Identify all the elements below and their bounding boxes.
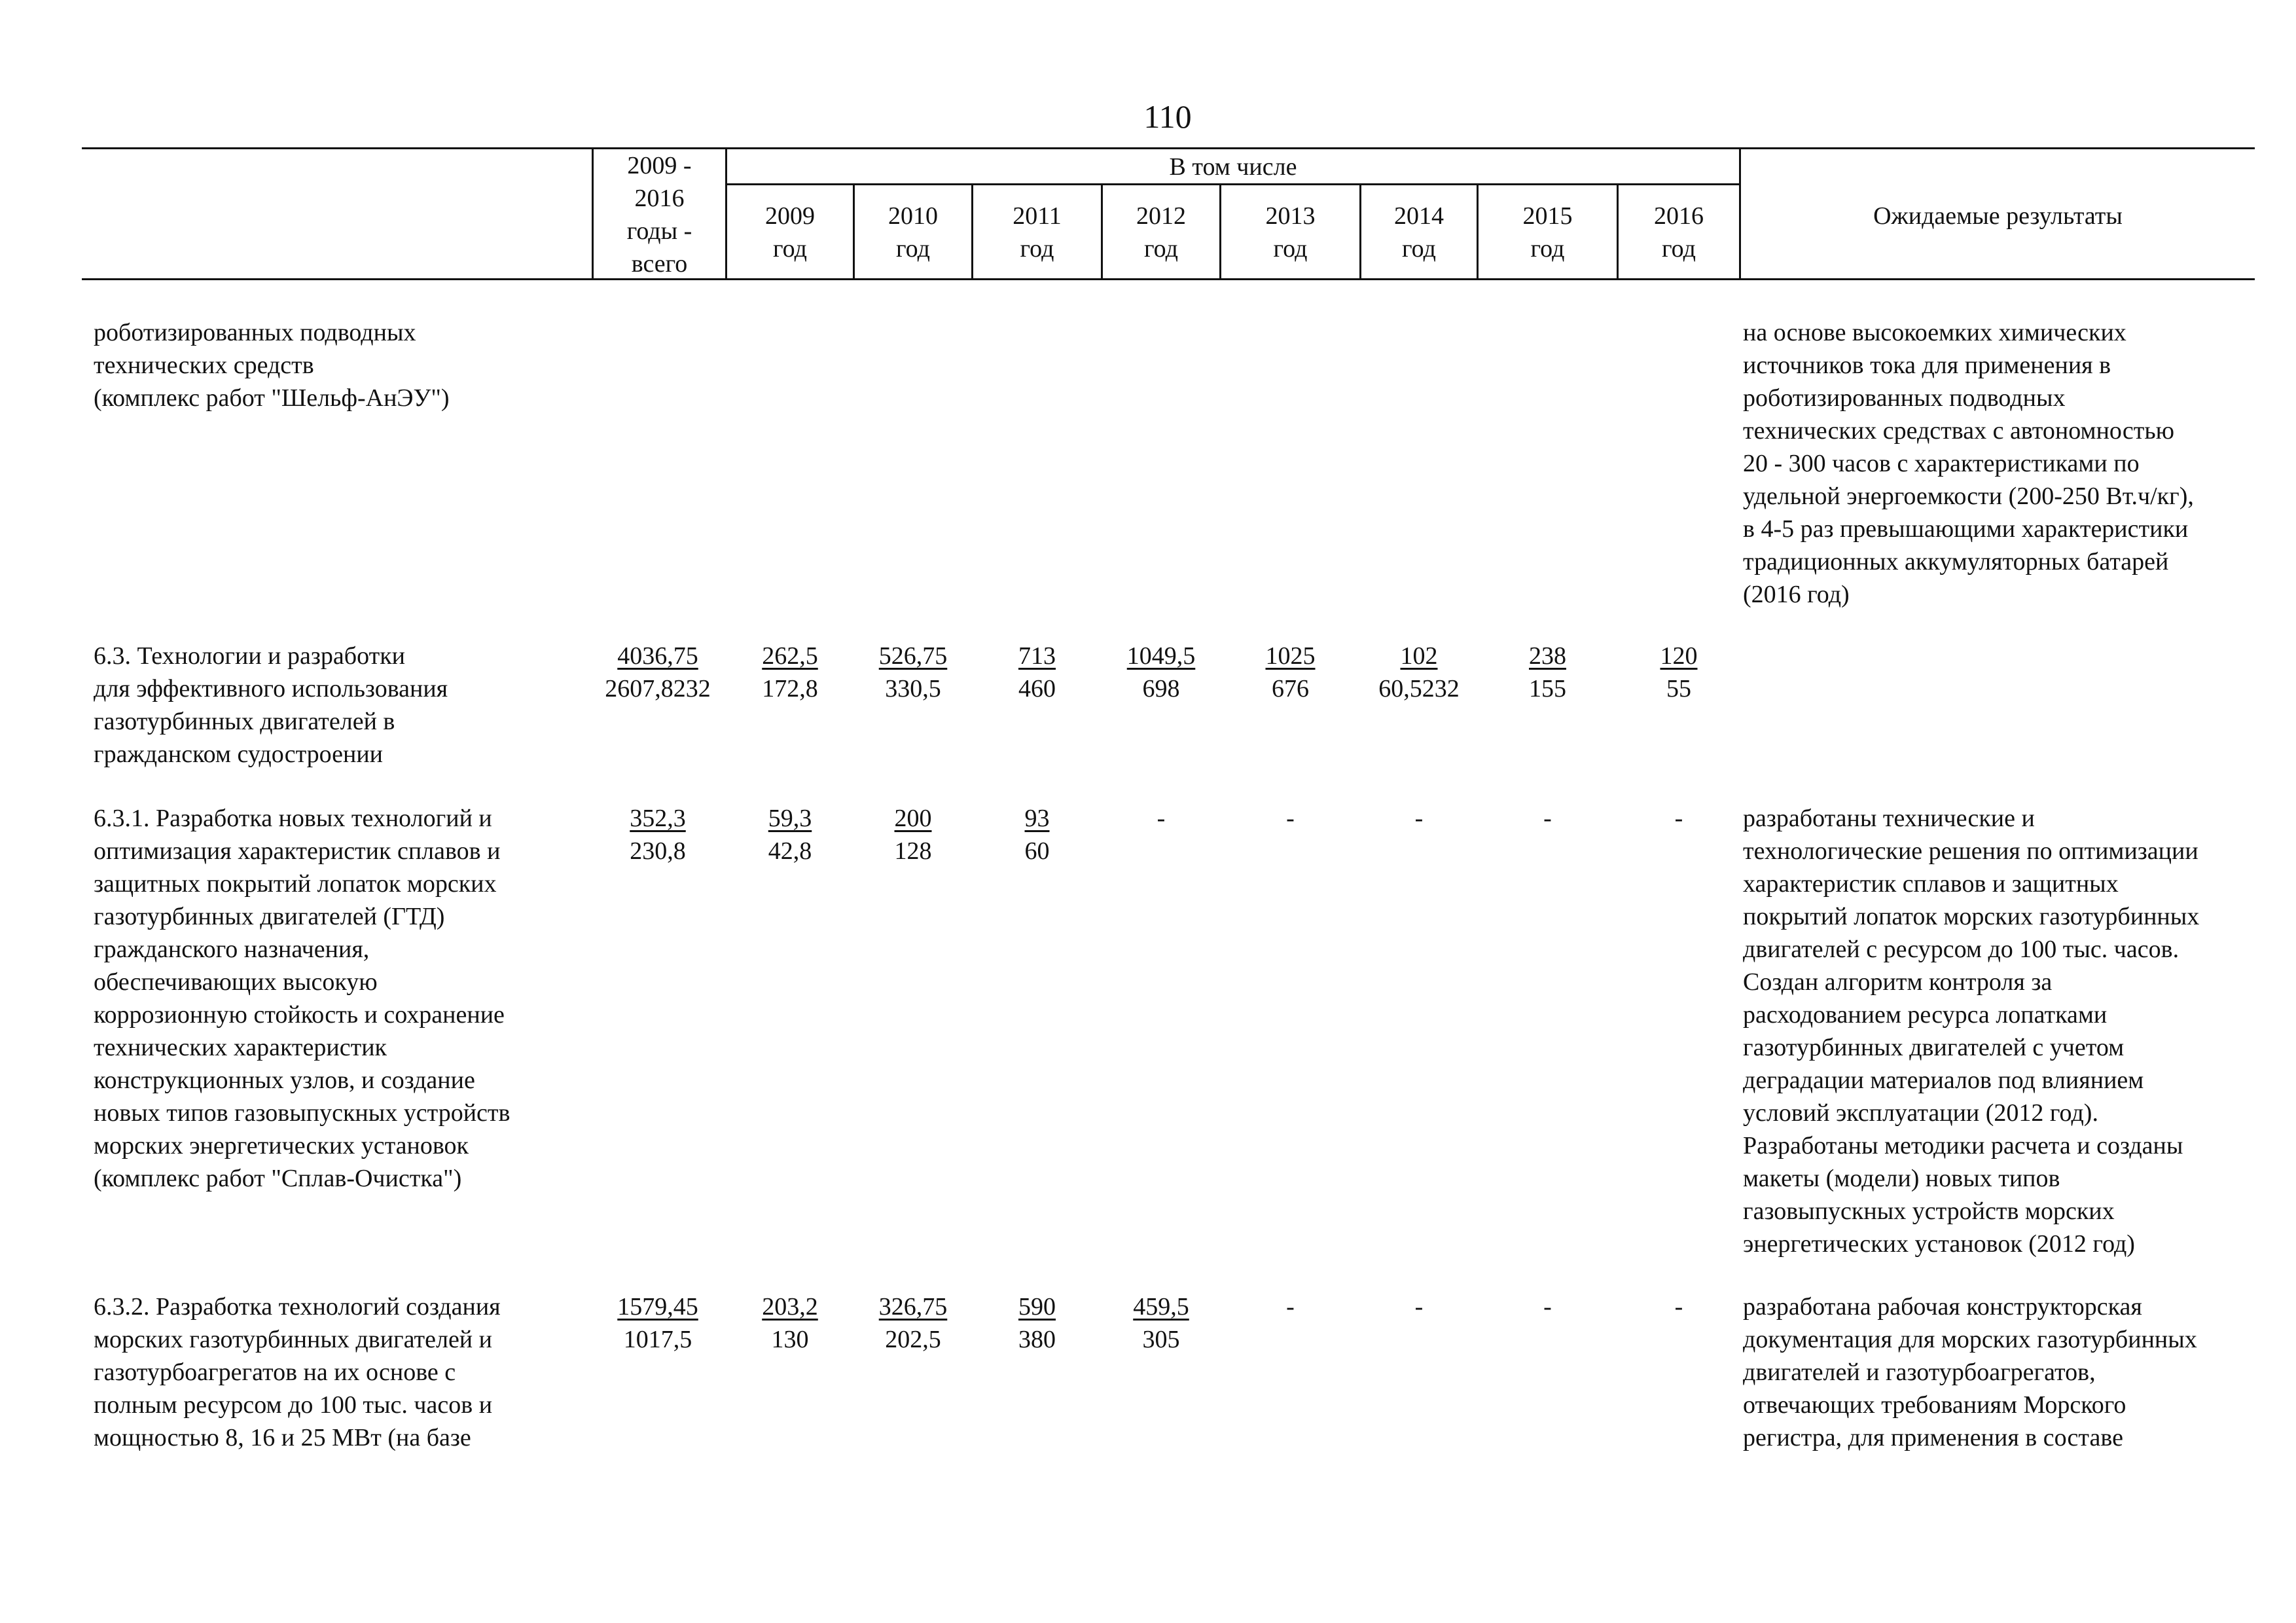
value-2012: 459,5 305 — [1133, 1293, 1189, 1353]
value-2011: 93 60 — [1024, 805, 1050, 865]
value-2015: - — [1543, 805, 1552, 832]
value-2009: 59,3 42,8 — [768, 805, 812, 865]
header-year-2012: 2012 год — [1136, 202, 1186, 263]
row-result: разработаны технические и технологические решения по оптимизации характеристик сплавов и защитных покрытий лопаток морских газотурбинных двигателей с ресурсом до 100 тыс. часов. Создан алгоритм контроля за расходованием ресурса лопатками газотурбинных двигателей с учетом деградации материалов под влиянием условий эксплуатации (2012 год). Разработаны методики расчета и созданы макеты (модели) новых типов газовыпускных устройств морских энергетических установок (2012 год) — [1743, 805, 2200, 1258]
value-2014: 102 60,5232 — [1378, 642, 1460, 702]
value-2014: - — [1414, 805, 1424, 832]
value-2014: - — [1414, 1293, 1424, 1321]
header-results: Ожидаемые результаты — [1873, 202, 2123, 230]
header-in-that-number: В том числе — [1169, 153, 1297, 181]
row-name: 6.3.2. Разработка технологий создания морских газотурбинных двигателей и газотурбоагрегатов на их основе с полным ресурсом до 100 тыс. часов и мощностью 8, 16 и 25 МВт (на базе — [94, 1293, 501, 1451]
value-2016: - — [1674, 805, 1683, 832]
value-2013: - — [1286, 805, 1295, 832]
value-2010: 326,75 202,5 — [878, 1293, 948, 1353]
header-year-2009: 2009 год — [765, 202, 815, 263]
total-value: 352,3 230,8 — [630, 805, 686, 865]
value-2016: 120 55 — [1660, 642, 1698, 702]
header-bottom-rule — [82, 278, 2255, 280]
header-year-2016: 2016 год — [1654, 202, 1704, 263]
row-name: 6.3. Технологии и разработки для эффективного использования газотурбинных двигателей в гражданском судостроении — [94, 642, 448, 768]
header-year-2015: 2015 год — [1522, 202, 1573, 263]
header-year-2014: 2014 год — [1394, 202, 1444, 263]
page-number: 110 — [1143, 98, 1192, 135]
value-2015: - — [1543, 1293, 1552, 1321]
header-year-2010: 2010 год — [888, 202, 938, 263]
header-year-2013: 2013 год — [1265, 202, 1316, 263]
value-2010: 526,75 330,5 — [878, 642, 948, 702]
header-year-2011: 2011 год — [1013, 202, 1062, 263]
value-2016: - — [1674, 1293, 1683, 1321]
header-total: 2009 - 2016 годы - всего — [626, 152, 692, 278]
value-2009: 262,5 172,8 — [762, 642, 818, 702]
value-2012: 1049,5 698 — [1126, 642, 1196, 702]
value-2013: 1025 676 — [1265, 642, 1316, 702]
value-2009: 203,2 130 — [762, 1293, 818, 1353]
value-2013: - — [1286, 1293, 1295, 1321]
total-value: 1579,45 1017,5 — [617, 1293, 698, 1353]
header-top-rule — [82, 147, 2255, 149]
row-result: разработана рабочая конструкторская документация для морских газотурбинных двигателей и газотурбоагрегатов, отвечающих требованиям Морского регистра, для применения в составе — [1743, 1293, 2197, 1451]
row-result: на основе высокоемких химических источников тока для применения в роботизированных подводных технических средствах с автономностью 20 - 300 часов с характеристиками по удельной энергоемкости (200-250 Вт.ч/кг), в 4-5 раз превышающими характеристики традиционных аккумуляторных батарей (2016 год) — [1743, 319, 2194, 608]
total-value: 4036,75 2607,8232 — [605, 642, 711, 702]
value-2011: 590 380 — [1018, 1293, 1056, 1353]
value-2012: - — [1157, 805, 1166, 832]
value-2015: 238 155 — [1529, 642, 1566, 702]
value-2010: 200 128 — [894, 805, 932, 865]
row-name: 6.3.1. Разработка новых технологий и оптимизация характеристик сплавов и защитных покрытий лопаток морских газотурбинных двигателей (ГТД) гражданского назначения, обеспечивающих высокую коррозионную стойкость и сохранение технических характеристик конструкционных узлов, и создание новых типов газовыпускных устройств морских энергетических установок (комплекс работ "Сплав-Очистка") — [94, 805, 511, 1192]
value-2011: 713 460 — [1018, 642, 1056, 702]
row-name: роботизированных подводных технических средств (комплекс работ "Шельф-АнЭУ") — [94, 319, 450, 412]
in-that-number-rule — [725, 183, 1741, 185]
